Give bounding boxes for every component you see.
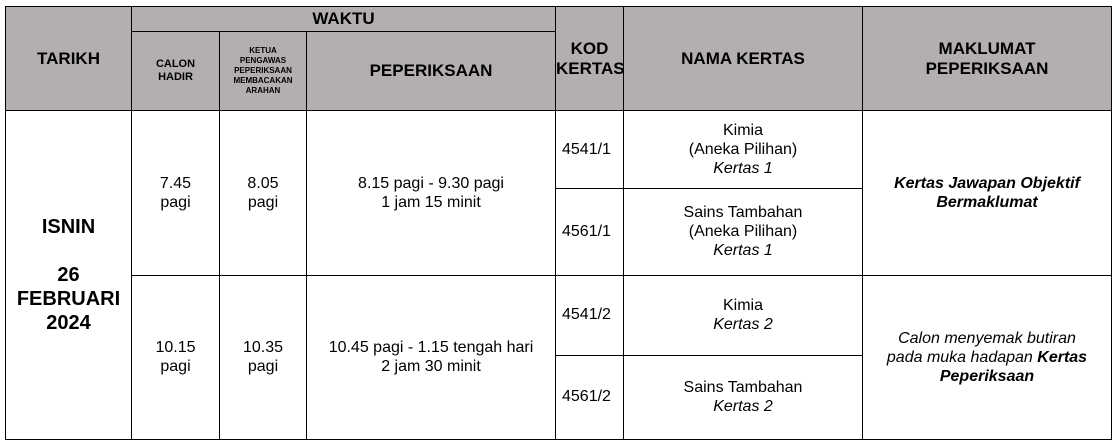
ketua-pengawas-time: 10.35 pagi: [220, 275, 307, 439]
kod-kertas: 4541/1: [556, 111, 624, 189]
calon-hadir-time: 7.45 pagi: [132, 111, 220, 275]
maklumat-peperiksaan: Calon menyemak butiran pada muka hadapan Kertas Peperiksaan: [863, 275, 1112, 439]
header-calon-hadir: CALON HADIR: [132, 32, 220, 111]
exam-date-number: 26: [57, 264, 80, 287]
kod-kertas: 4561/1: [556, 189, 624, 275]
ketua-pengawas-time: 8.05 pagi: [220, 111, 307, 275]
kod-kertas: 4561/2: [556, 355, 624, 439]
nama-kertas: Kimia (Aneka Pilihan) Kertas 1: [624, 111, 863, 189]
nama-kertas: Sains Tambahan Kertas 2: [624, 355, 863, 439]
header-ketua-pengawas: KETUA PENGAWAS PEPERIKSAAN MEMBACAKAN ARAHAN: [220, 32, 307, 111]
exam-day: ISNIN: [41, 216, 96, 239]
header-nama-kertas: NAMA KERTAS: [624, 7, 863, 111]
exam-date-cell: [6, 111, 132, 440]
header-kod-kertas: KOD KERTAS: [556, 7, 624, 111]
header-maklumat: MAKLUMAT PEPERIKSAAN: [863, 7, 1112, 111]
exam-year: 2024: [46, 312, 91, 335]
peperiksaan-time: 8.15 pagi - 9.30 pagi 1 jam 15 minit: [307, 111, 556, 275]
kod-kertas: 4541/2: [556, 275, 624, 355]
exam-month: FEBRUARI: [16, 288, 121, 311]
maklumat-peperiksaan: Kertas Jawapan Objektif Bermaklumat: [863, 111, 1112, 275]
peperiksaan-time: 10.45 pagi - 1.15 tengah hari 2 jam 30 minit: [307, 275, 556, 439]
exam-schedule-table: [5, 6, 1112, 440]
header-waktu: WAKTU: [132, 7, 556, 32]
nama-kertas: Sains Tambahan (Aneka Pilihan) Kertas 1: [624, 189, 863, 275]
nama-kertas: Kimia Kertas 2: [624, 275, 863, 355]
calon-hadir-time: 10.15 pagi: [132, 275, 220, 439]
header-tarikh: TARIKH: [6, 7, 132, 111]
header-peperiksaan: PEPERIKSAAN: [307, 32, 556, 111]
